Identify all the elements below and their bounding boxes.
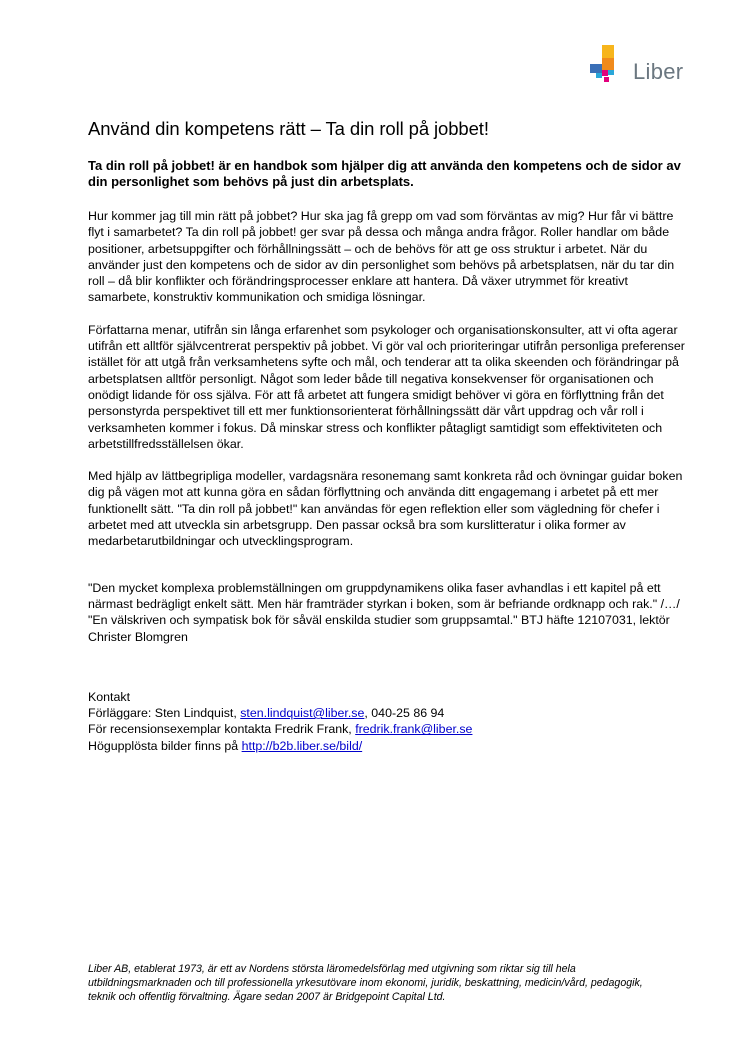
- contact-section: [88, 689, 688, 754]
- liber-logo-icon: [590, 45, 630, 95]
- company-footer: Liber AB, etablerat 1973, är ett av Nordens största läromedelsförlag med utgivning som riktar sig till hela utbildningsmarknaden och till professionella yrkesutövare inom ekonomi, juridik, beskattning, medicin/vård, pedagogik, teknik och offentlig förvaltning. Ägare sedan 2007 är Bridgepoint Capital Ltd.: [88, 963, 643, 1004]
- press-release: [88, 118, 688, 754]
- images-label: Högupplösta bilder finns på: [88, 738, 242, 753]
- review-quote: "Den mycket komplexa problemställningen om gruppdynamikens olika faser avhandlas i ett kapitel på ett närmast bedrägligt enkelt sätt. Men här framträder styrkan i boken, som är befriande ordknapp och rak." /…/ "En välskriven och sympatisk bok för såväl enskilda studier som gruppsamtal." BTJ häfte 12107031, lektör Christer Blomgren: [88, 580, 680, 644]
- page-title: Använd din kompetens rätt – Ta din roll på jobbet!: [88, 118, 489, 139]
- body-paragraph-2: Författarna menar, utifrån sin långa erfarenhet som psykologer och organisationskonsulter, att vi ofta agerar utifrån ett alltför självcentrerat perspektiv på jobbet. Vi gör val och prioriteringar utifrån personliga preferenser istället för att utgå från verksamhetens syfte och mål, och tenderar att ta olika skeenden och förändringar på arbetsplatsen alltför personligt. Något som leder både till negativa konsekvenser för organisationen och onödigt lidande för oss själva. För att få arbetet att fungera smidigt behöver vi göra en förflyttning från det personstyrda perspektivet till ett mer funktionsorienterat förhållningssätt där vårt uppdrag och vår roll i verksamheten kommer i fokus. Då minskar stress och konflikter påtagligt samtidigt som effektiviteten och arbetstillfredsställelsen ökar.: [88, 322, 685, 451]
- body-paragraph-1: Hur kommer jag till min rätt på jobbet? Hur ska jag få grepp om vad som förväntas av mig? Hur får vi bättre flyt i samarbetet? Ta din roll på jobbet! ger svar på dessa och många andra frågor. Roller handlar om både positioner, arbetsuppgifter och förhållningssätt – och de behövs för att ge oss struktur i arbetet. När du använder just den kompetens och de sidor av din personlighet som behövs på arbetsplatsen, när du tar din roll – då blir konflikter och förändringsprocesser enklare att hantera. Då växer utrymmet för kreativt samarbete, konstruktiv kommunikation och smidiga lösningar.: [88, 209, 675, 305]
- contact-review-copies: [88, 721, 688, 737]
- lead-paragraph: Ta din roll på jobbet! är en handbok som hjälper dig att använda den kompetens och de sidor av din personlighet som behövs på just din arbetsplats.: [88, 158, 681, 189]
- images-link[interactable]: http://b2b.liber.se/bild/: [241, 738, 363, 753]
- liber-logo: [590, 45, 690, 95]
- contact-images: [88, 738, 688, 754]
- publisher-label: Förläggare: Sten Lindquist,: [88, 706, 241, 721]
- publisher-email-link[interactable]: sten.lindquist@liber.se: [240, 706, 365, 721]
- liber-logo-text: Liber: [633, 59, 684, 84]
- body-paragraph-3: Med hjälp av lättbegripliga modeller, vardagsnära resonemang samt konkreta råd och övningar guidar boken dig på vägen mot att kunna göra en sådan förflyttning och använda ditt engagemang i arbetet på ett mer funktionellt sätt. "Ta din roll på jobbet!" kan användas för egen reflektion eller som vägledning för chefer i arbetet med att utveckla sin arbetsgrupp. Den passar också bra som kurslitteratur i olika former av medarbetarutbildningar och utvecklingsprogram.: [88, 469, 683, 549]
- review-email-link[interactable]: fredrik.frank@liber.se: [355, 722, 473, 737]
- contact-heading: Kontakt: [88, 689, 131, 704]
- publisher-phone: , 040-25 86 94: [364, 706, 445, 721]
- review-label: För recensionsexemplar kontakta Fredrik Frank,: [88, 722, 356, 737]
- contact-publisher: [88, 705, 688, 721]
